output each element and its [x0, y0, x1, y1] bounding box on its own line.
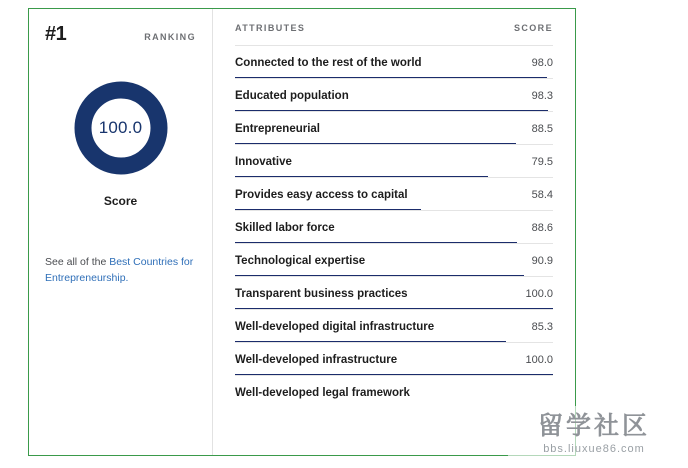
- score-donut: [73, 80, 169, 176]
- attribute-label: Entrepreneurial: [235, 123, 320, 135]
- attribute-label: Educated population: [235, 90, 349, 102]
- attributes-header: ATTRIBUTES: [235, 23, 306, 33]
- attribute-rows: [235, 45, 553, 408]
- watermark-sub: bbs.liuxue86.com: [543, 442, 645, 455]
- table-row: [235, 78, 553, 111]
- score-donut-value: 100.0: [98, 118, 143, 137]
- attribute-label: Skilled labor force: [235, 222, 335, 234]
- attribute-label: Transparent business practices: [235, 288, 408, 300]
- best-countries-link[interactable]: Best Countries for Entrepreneurship.: [45, 256, 194, 284]
- attributes-header-row: [235, 23, 553, 45]
- attribute-label: Provides easy access to capital: [235, 189, 408, 201]
- attribute-value: 85.3: [531, 321, 553, 333]
- see-all-text: [45, 255, 197, 287]
- attribute-value: 100.0: [525, 288, 553, 300]
- score-donut-wrap: [45, 80, 196, 176]
- rank-number: #1: [45, 23, 67, 45]
- attribute-value: 79.5: [531, 156, 553, 168]
- table-row: [235, 243, 553, 276]
- table-row: [235, 210, 553, 243]
- ranking-panel: [29, 9, 213, 455]
- attribute-value: 58.4: [531, 189, 553, 201]
- attribute-label: Well-developed legal framework: [235, 387, 410, 399]
- table-row: [235, 144, 553, 177]
- attribute-value: 100.0: [525, 354, 553, 366]
- attribute-label: Well-developed infrastructure: [235, 354, 398, 366]
- attribute-label: Connected to the rest of the world: [235, 57, 422, 69]
- attributes-panel: [213, 9, 575, 455]
- table-row: [235, 375, 553, 408]
- attribute-value: 98.0: [531, 57, 553, 69]
- attribute-value: 90.9: [531, 255, 553, 267]
- table-row: [235, 111, 553, 144]
- table-row: [235, 177, 553, 210]
- country-attributes-card: [28, 8, 576, 456]
- attribute-value: 88.6: [531, 222, 553, 234]
- table-row: [235, 45, 553, 78]
- attribute-label: Technological expertise: [235, 255, 366, 267]
- ranking-label: RANKING: [144, 32, 196, 42]
- table-row: [235, 309, 553, 342]
- table-row: [235, 342, 553, 375]
- table-row: [235, 276, 553, 309]
- watermark-main: 留学社区: [537, 411, 650, 440]
- score-header: SCORE: [513, 23, 553, 33]
- attribute-value: 88.5: [531, 123, 553, 135]
- attribute-label: Innovative: [235, 156, 292, 168]
- see-all-prefix: See all of the: [45, 256, 110, 268]
- attribute-label: Well-developed digital infrastructure: [235, 321, 435, 333]
- ranking-header: [45, 23, 196, 46]
- attribute-value: 98.3: [531, 90, 553, 102]
- score-caption: Score: [103, 194, 138, 208]
